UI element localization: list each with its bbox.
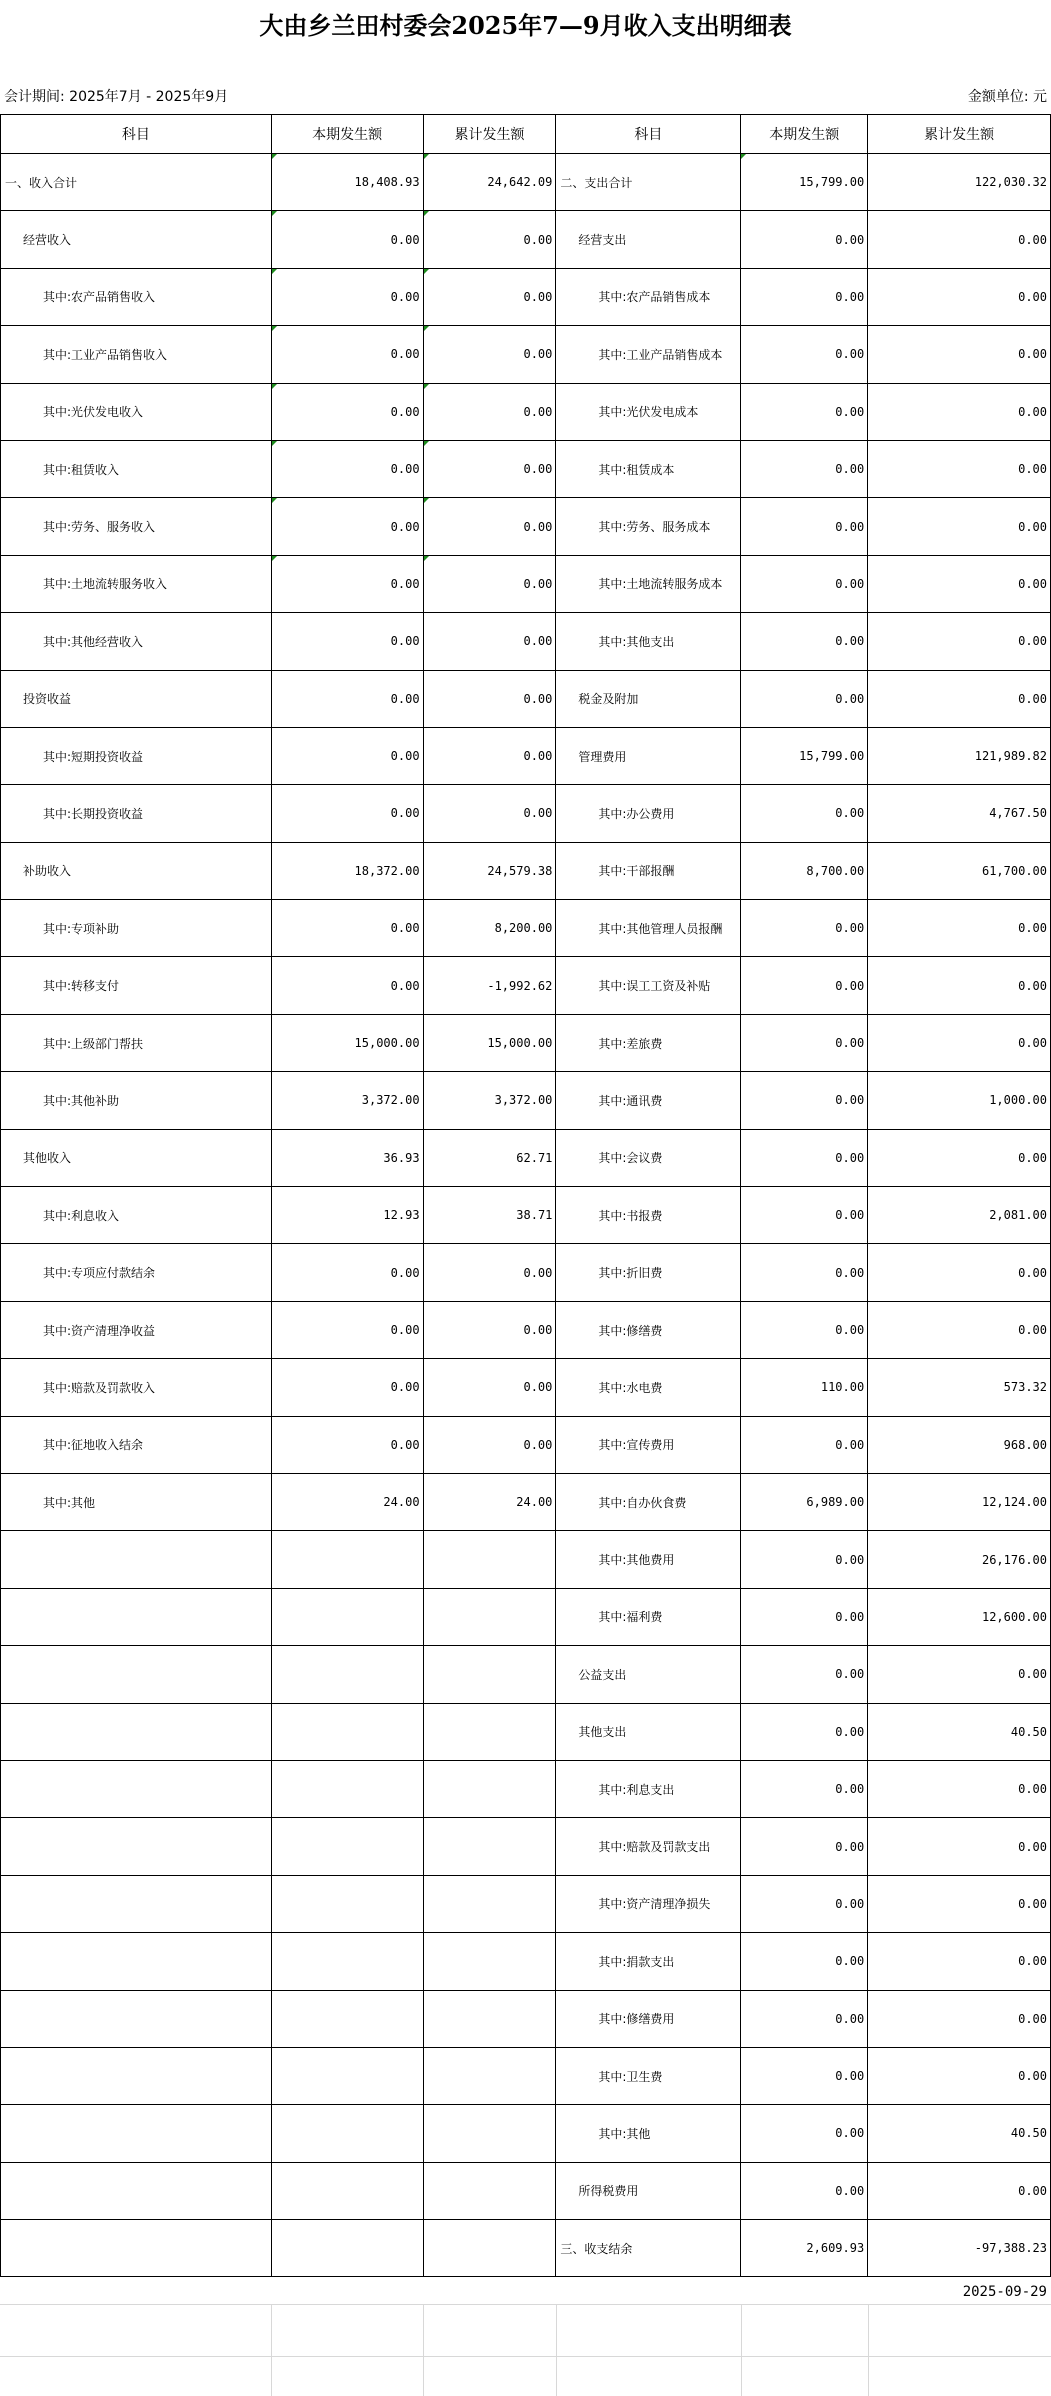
income-item-cell <box>1 1933 272 1990</box>
table-row <box>1 2220 1051 2277</box>
table-row <box>1 211 1051 268</box>
income-current-cell: 0.00 <box>271 326 423 383</box>
expense-cumulative-cell: 0.00 <box>868 1244 1051 1301</box>
income-cumulative-cell: 0.00 <box>423 1244 556 1301</box>
expense-item-cell: 三、收支结余 <box>556 2220 741 2277</box>
expense-current-cell: 0.00 <box>741 1646 868 1703</box>
table-row <box>1 1187 1051 1244</box>
expense-item-cell: 其他支出 <box>556 1703 741 1760</box>
table-row <box>1 1818 1051 1875</box>
expense-cumulative-cell: 1,000.00 <box>868 1072 1051 1129</box>
report-date: 2025-09-29 <box>962 2284 1047 2300</box>
income-item-cell <box>1 2220 272 2277</box>
accounting-period: 会计期间: 2025年7月 - 2025年9月 <box>4 89 229 105</box>
table-row <box>1 727 1051 784</box>
expense-item-cell: 其中:其他管理人员报酬 <box>556 900 741 957</box>
expense-cumulative-cell: -97,388.23 <box>868 2220 1051 2277</box>
expense-item-cell: 税金及附加 <box>556 670 741 727</box>
table-row <box>1 1014 1051 1071</box>
table-row <box>1 498 1051 555</box>
expense-item-cell: 其中:资产清理净损失 <box>556 1875 741 1932</box>
income-current-cell: 0.00 <box>271 785 423 842</box>
expense-current-cell: 0.00 <box>741 1703 868 1760</box>
table-row <box>1 842 1051 899</box>
expense-cumulative-cell: 0.00 <box>868 1760 1051 1817</box>
table-row <box>1 900 1051 957</box>
income-item-cell <box>1 2047 272 2104</box>
expense-cumulative-cell: 0.00 <box>868 957 1051 1014</box>
income-current-cell <box>271 1818 423 1875</box>
expense-current-cell: 0.00 <box>741 2162 868 2219</box>
income-item-cell: 其中:租赁收入 <box>1 440 272 497</box>
expense-item-cell: 所得税费用 <box>556 2162 741 2219</box>
income-item-cell: 其中:长期投资收益 <box>1 785 272 842</box>
table-row <box>1 326 1051 383</box>
table-row <box>1 2047 1051 2104</box>
table-row <box>1 1933 1051 1990</box>
expense-item-cell: 其中:农产品销售成本 <box>556 268 741 325</box>
income-item-cell: 其中:其他补助 <box>1 1072 272 1129</box>
table-row <box>1 1301 1051 1358</box>
expense-item-cell: 其中:通讯费 <box>556 1072 741 1129</box>
expense-current-cell: 0.00 <box>741 1531 868 1588</box>
income-current-cell: 0.00 <box>271 268 423 325</box>
expense-current-cell: 0.00 <box>741 555 868 612</box>
table-row <box>1 1416 1051 1473</box>
expense-current-cell: 0.00 <box>741 1818 868 1875</box>
expense-item-cell: 其中:水电费 <box>556 1359 741 1416</box>
income-cumulative-cell: 0.00 <box>423 613 556 670</box>
income-cumulative-cell <box>423 1933 556 1990</box>
header-item-right: 科目 <box>556 115 741 154</box>
table-row <box>1 154 1051 211</box>
expense-item-cell: 二、支出合计 <box>556 154 741 211</box>
expense-current-cell: 2,609.93 <box>741 2220 868 2277</box>
income-current-cell: 0.00 <box>271 1359 423 1416</box>
blank-sheet-area <box>0 2280 1051 2396</box>
expense-current-cell: 0.00 <box>741 440 868 497</box>
expense-item-cell: 其中:会议费 <box>556 1129 741 1186</box>
table-row <box>1 1072 1051 1129</box>
expense-item-cell: 其中:劳务、服务成本 <box>556 498 741 555</box>
income-item-cell: 其中:专项应付款结余 <box>1 1244 272 1301</box>
expense-cumulative-cell: 0.00 <box>868 1646 1051 1703</box>
expense-cumulative-cell: 0.00 <box>868 268 1051 325</box>
expense-item-cell: 其中:折旧费 <box>556 1244 741 1301</box>
expense-item-cell: 其中:土地流转服务成本 <box>556 555 741 612</box>
income-item-cell: 其中:土地流转服务收入 <box>1 555 272 612</box>
expense-item-cell: 其中:光伏发电成本 <box>556 383 741 440</box>
expense-item-cell: 其中:修缮费用 <box>556 1990 741 2047</box>
income-item-cell: 其中:利息收入 <box>1 1187 272 1244</box>
income-current-cell: 12.93 <box>271 1187 423 1244</box>
table-row <box>1 1473 1051 1530</box>
income-item-cell: 其中:转移支付 <box>1 957 272 1014</box>
income-cumulative-cell <box>423 2220 556 2277</box>
income-item-cell <box>1 1990 272 2047</box>
header-item-left: 科目 <box>1 115 272 154</box>
income-current-cell: 15,000.00 <box>271 1014 423 1071</box>
income-cumulative-cell <box>423 2047 556 2104</box>
expense-item-cell: 其中:干部报酬 <box>556 842 741 899</box>
income-current-cell: 0.00 <box>271 1244 423 1301</box>
income-item-cell: 其中:其他经营收入 <box>1 613 272 670</box>
income-cumulative-cell <box>423 1703 556 1760</box>
income-item-cell: 其中:征地收入结余 <box>1 1416 272 1473</box>
income-cumulative-cell: -1,992.62 <box>423 957 556 1014</box>
header-current-left: 本期发生额 <box>271 115 423 154</box>
expense-item-cell: 其中:其他 <box>556 2105 741 2162</box>
income-cumulative-cell <box>423 1588 556 1645</box>
table-row <box>1 785 1051 842</box>
expense-cumulative-cell: 0.00 <box>868 1875 1051 1932</box>
income-current-cell: 3,372.00 <box>271 1072 423 1129</box>
expense-cumulative-cell: 0.00 <box>868 1129 1051 1186</box>
income-current-cell <box>271 1933 423 1990</box>
income-cumulative-cell: 0.00 <box>423 1416 556 1473</box>
income-item-cell: 其中:短期投资收益 <box>1 727 272 784</box>
expense-current-cell: 0.00 <box>741 1072 868 1129</box>
income-current-cell: 0.00 <box>271 498 423 555</box>
expense-cumulative-cell: 0.00 <box>868 900 1051 957</box>
expense-item-cell: 其中:其他费用 <box>556 1531 741 1588</box>
income-item-cell <box>1 1588 272 1645</box>
expense-current-cell: 0.00 <box>741 498 868 555</box>
income-current-cell: 0.00 <box>271 211 423 268</box>
expense-current-cell: 0.00 <box>741 957 868 1014</box>
income-cumulative-cell: 0.00 <box>423 440 556 497</box>
income-current-cell: 36.93 <box>271 1129 423 1186</box>
expense-item-cell: 其中:租赁成本 <box>556 440 741 497</box>
expense-current-cell: 0.00 <box>741 613 868 670</box>
income-item-cell: 其中:光伏发电收入 <box>1 383 272 440</box>
expense-current-cell: 0.00 <box>741 2105 868 2162</box>
expense-cumulative-cell: 0.00 <box>868 326 1051 383</box>
expense-current-cell: 0.00 <box>741 1416 868 1473</box>
expense-item-cell: 管理费用 <box>556 727 741 784</box>
income-item-cell: 其中:劳务、服务收入 <box>1 498 272 555</box>
income-cumulative-cell: 0.00 <box>423 1301 556 1358</box>
income-current-cell <box>271 1875 423 1932</box>
expense-current-cell: 0.00 <box>741 1301 868 1358</box>
income-item-cell <box>1 1531 272 1588</box>
income-current-cell: 18,372.00 <box>271 842 423 899</box>
income-expense-table <box>0 114 1051 2277</box>
expense-cumulative-cell: 40.50 <box>868 2105 1051 2162</box>
income-cumulative-cell: 24.00 <box>423 1473 556 1530</box>
expense-current-cell: 0.00 <box>741 670 868 727</box>
table-header-row <box>1 115 1051 154</box>
table-row <box>1 2105 1051 2162</box>
table-row <box>1 1703 1051 1760</box>
income-current-cell <box>271 2047 423 2104</box>
expense-current-cell: 0.00 <box>741 1129 868 1186</box>
header-current-right: 本期发生额 <box>741 115 868 154</box>
income-current-cell <box>271 1588 423 1645</box>
income-current-cell <box>271 1703 423 1760</box>
income-item-cell: 经营收入 <box>1 211 272 268</box>
income-cumulative-cell <box>423 1990 556 2047</box>
expense-current-cell: 0.00 <box>741 326 868 383</box>
expense-cumulative-cell: 968.00 <box>868 1416 1051 1473</box>
expense-current-cell: 6,989.00 <box>741 1473 868 1530</box>
table-row <box>1 268 1051 325</box>
table-row <box>1 383 1051 440</box>
income-current-cell: 0.00 <box>271 957 423 1014</box>
expense-cumulative-cell: 0.00 <box>868 1818 1051 1875</box>
report-title: 大由乡兰田村委会2025年7—9月收入支出明细表 <box>259 11 792 40</box>
income-cumulative-cell: 24,642.09 <box>423 154 556 211</box>
expense-item-cell: 其中:捐款支出 <box>556 1933 741 1990</box>
income-current-cell: 0.00 <box>271 383 423 440</box>
expense-cumulative-cell: 122,030.32 <box>868 154 1051 211</box>
income-current-cell <box>271 1760 423 1817</box>
income-item-cell <box>1 1703 272 1760</box>
expense-cumulative-cell: 40.50 <box>868 1703 1051 1760</box>
expense-current-cell: 0.00 <box>741 211 868 268</box>
expense-cumulative-cell: 121,989.82 <box>868 727 1051 784</box>
income-cumulative-cell: 0.00 <box>423 498 556 555</box>
income-item-cell <box>1 1818 272 1875</box>
income-cumulative-cell <box>423 2105 556 2162</box>
table-row <box>1 1990 1051 2047</box>
expense-current-cell: 15,799.00 <box>741 154 868 211</box>
income-item-cell: 其中:资产清理净收益 <box>1 1301 272 1358</box>
income-item-cell: 其中:上级部门帮扶 <box>1 1014 272 1071</box>
expense-item-cell: 其中:误工工资及补贴 <box>556 957 741 1014</box>
expense-cumulative-cell: 0.00 <box>868 555 1051 612</box>
income-cumulative-cell: 0.00 <box>423 555 556 612</box>
expense-item-cell: 其中:宣传费用 <box>556 1416 741 1473</box>
expense-current-cell: 15,799.00 <box>741 727 868 784</box>
expense-current-cell: 0.00 <box>741 785 868 842</box>
header-cumulative-left: 累计发生额 <box>423 115 556 154</box>
income-cumulative-cell <box>423 1875 556 1932</box>
income-cumulative-cell <box>423 1818 556 1875</box>
table-row <box>1 1359 1051 1416</box>
expense-cumulative-cell: 0.00 <box>868 1933 1051 1990</box>
expense-cumulative-cell: 0.00 <box>868 1301 1051 1358</box>
income-current-cell <box>271 1990 423 2047</box>
income-current-cell <box>271 2105 423 2162</box>
table-row <box>1 670 1051 727</box>
expense-current-cell: 0.00 <box>741 1588 868 1645</box>
table-row <box>1 2162 1051 2219</box>
income-current-cell <box>271 2162 423 2219</box>
expense-item-cell: 其中:卫生费 <box>556 2047 741 2104</box>
table-row <box>1 1129 1051 1186</box>
income-item-cell: 其中:赔款及罚款收入 <box>1 1359 272 1416</box>
expense-cumulative-cell: 0.00 <box>868 670 1051 727</box>
table-row <box>1 957 1051 1014</box>
expense-cumulative-cell: 0.00 <box>868 1014 1051 1071</box>
income-item-cell: 其他收入 <box>1 1129 272 1186</box>
income-item-cell: 其中:农产品销售收入 <box>1 268 272 325</box>
income-cumulative-cell: 0.00 <box>423 1359 556 1416</box>
income-current-cell: 0.00 <box>271 1416 423 1473</box>
table-row <box>1 1646 1051 1703</box>
expense-cumulative-cell: 0.00 <box>868 211 1051 268</box>
expense-current-cell: 0.00 <box>741 1933 868 1990</box>
header-cumulative-right: 累计发生额 <box>868 115 1051 154</box>
income-cumulative-cell: 0.00 <box>423 211 556 268</box>
expense-cumulative-cell: 0.00 <box>868 440 1051 497</box>
income-item-cell: 其中:工业产品销售收入 <box>1 326 272 383</box>
income-cumulative-cell: 38.71 <box>423 1187 556 1244</box>
income-cumulative-cell <box>423 2162 556 2219</box>
income-item-cell <box>1 2162 272 2219</box>
expense-item-cell: 其中:赔款及罚款支出 <box>556 1818 741 1875</box>
income-cumulative-cell <box>423 1760 556 1817</box>
income-item-cell: 其中:专项补助 <box>1 900 272 957</box>
income-current-cell: 18,408.93 <box>271 154 423 211</box>
income-current-cell: 0.00 <box>271 440 423 497</box>
expense-cumulative-cell: 573.32 <box>868 1359 1051 1416</box>
expense-item-cell: 其中:其他支出 <box>556 613 741 670</box>
income-current-cell: 0.00 <box>271 555 423 612</box>
income-cumulative-cell: 62.71 <box>423 1129 556 1186</box>
expense-item-cell: 其中:书报费 <box>556 1187 741 1244</box>
income-cumulative-cell: 0.00 <box>423 326 556 383</box>
expense-item-cell: 其中:福利费 <box>556 1588 741 1645</box>
income-item-cell <box>1 1646 272 1703</box>
expense-item-cell: 其中:自办伙食费 <box>556 1473 741 1530</box>
income-cumulative-cell: 0.00 <box>423 268 556 325</box>
expense-cumulative-cell: 4,767.50 <box>868 785 1051 842</box>
expense-current-cell: 0.00 <box>741 1760 868 1817</box>
expense-current-cell: 0.00 <box>741 1875 868 1932</box>
income-current-cell: 0.00 <box>271 613 423 670</box>
income-current-cell <box>271 1531 423 1588</box>
table-row <box>1 613 1051 670</box>
income-current-cell: 0.00 <box>271 1301 423 1358</box>
income-item-cell: 补助收入 <box>1 842 272 899</box>
income-current-cell <box>271 1646 423 1703</box>
income-current-cell: 0.00 <box>271 670 423 727</box>
expense-item-cell: 其中:利息支出 <box>556 1760 741 1817</box>
expense-cumulative-cell: 12,124.00 <box>868 1473 1051 1530</box>
table-row <box>1 1531 1051 1588</box>
income-cumulative-cell <box>423 1531 556 1588</box>
table-row <box>1 555 1051 612</box>
expense-cumulative-cell: 0.00 <box>868 1990 1051 2047</box>
expense-item-cell: 其中:修缮费 <box>556 1301 741 1358</box>
expense-current-cell: 0.00 <box>741 1990 868 2047</box>
income-cumulative-cell <box>423 1646 556 1703</box>
expense-current-cell: 0.00 <box>741 2047 868 2104</box>
income-current-cell: 24.00 <box>271 1473 423 1530</box>
amount-unit: 金额单位: 元 <box>967 89 1047 105</box>
expense-cumulative-cell: 0.00 <box>868 613 1051 670</box>
expense-cumulative-cell: 12,600.00 <box>868 1588 1051 1645</box>
expense-cumulative-cell: 2,081.00 <box>868 1187 1051 1244</box>
income-item-cell <box>1 2105 272 2162</box>
income-cumulative-cell: 15,000.00 <box>423 1014 556 1071</box>
expense-item-cell: 其中:工业产品销售成本 <box>556 326 741 383</box>
expense-current-cell: 0.00 <box>741 1014 868 1071</box>
income-cumulative-cell: 0.00 <box>423 383 556 440</box>
income-cumulative-cell: 0.00 <box>423 670 556 727</box>
table-row <box>1 1588 1051 1645</box>
expense-item-cell: 其中:差旅费 <box>556 1014 741 1071</box>
income-cumulative-cell: 24,579.38 <box>423 842 556 899</box>
income-item-cell: 其中:其他 <box>1 1473 272 1530</box>
expense-cumulative-cell: 0.00 <box>868 2047 1051 2104</box>
income-item-cell: 投资收益 <box>1 670 272 727</box>
expense-current-cell: 0.00 <box>741 383 868 440</box>
table-row <box>1 1875 1051 1932</box>
income-current-cell <box>271 2220 423 2277</box>
income-cumulative-cell: 0.00 <box>423 727 556 784</box>
expense-item-cell: 其中:办公费用 <box>556 785 741 842</box>
income-current-cell: 0.00 <box>271 900 423 957</box>
expense-current-cell: 110.00 <box>741 1359 868 1416</box>
expense-cumulative-cell: 0.00 <box>868 383 1051 440</box>
expense-current-cell: 0.00 <box>741 268 868 325</box>
table-row <box>1 1244 1051 1301</box>
income-item-cell <box>1 1760 272 1817</box>
expense-current-cell: 0.00 <box>741 1244 868 1301</box>
table-row <box>1 440 1051 497</box>
income-current-cell: 0.00 <box>271 727 423 784</box>
expense-cumulative-cell: 61,700.00 <box>868 842 1051 899</box>
income-cumulative-cell: 8,200.00 <box>423 900 556 957</box>
expense-cumulative-cell: 0.00 <box>868 498 1051 555</box>
expense-current-cell: 8,700.00 <box>741 842 868 899</box>
income-cumulative-cell: 0.00 <box>423 785 556 842</box>
income-cumulative-cell: 3,372.00 <box>423 1072 556 1129</box>
expense-cumulative-cell: 26,176.00 <box>868 1531 1051 1588</box>
income-item-cell <box>1 1875 272 1932</box>
income-item-cell: 一、收入合计 <box>1 154 272 211</box>
expense-item-cell: 公益支出 <box>556 1646 741 1703</box>
expense-item-cell: 经营支出 <box>556 211 741 268</box>
table-row <box>1 1760 1051 1817</box>
expense-current-cell: 0.00 <box>741 900 868 957</box>
expense-current-cell: 0.00 <box>741 1187 868 1244</box>
expense-cumulative-cell: 0.00 <box>868 2162 1051 2219</box>
